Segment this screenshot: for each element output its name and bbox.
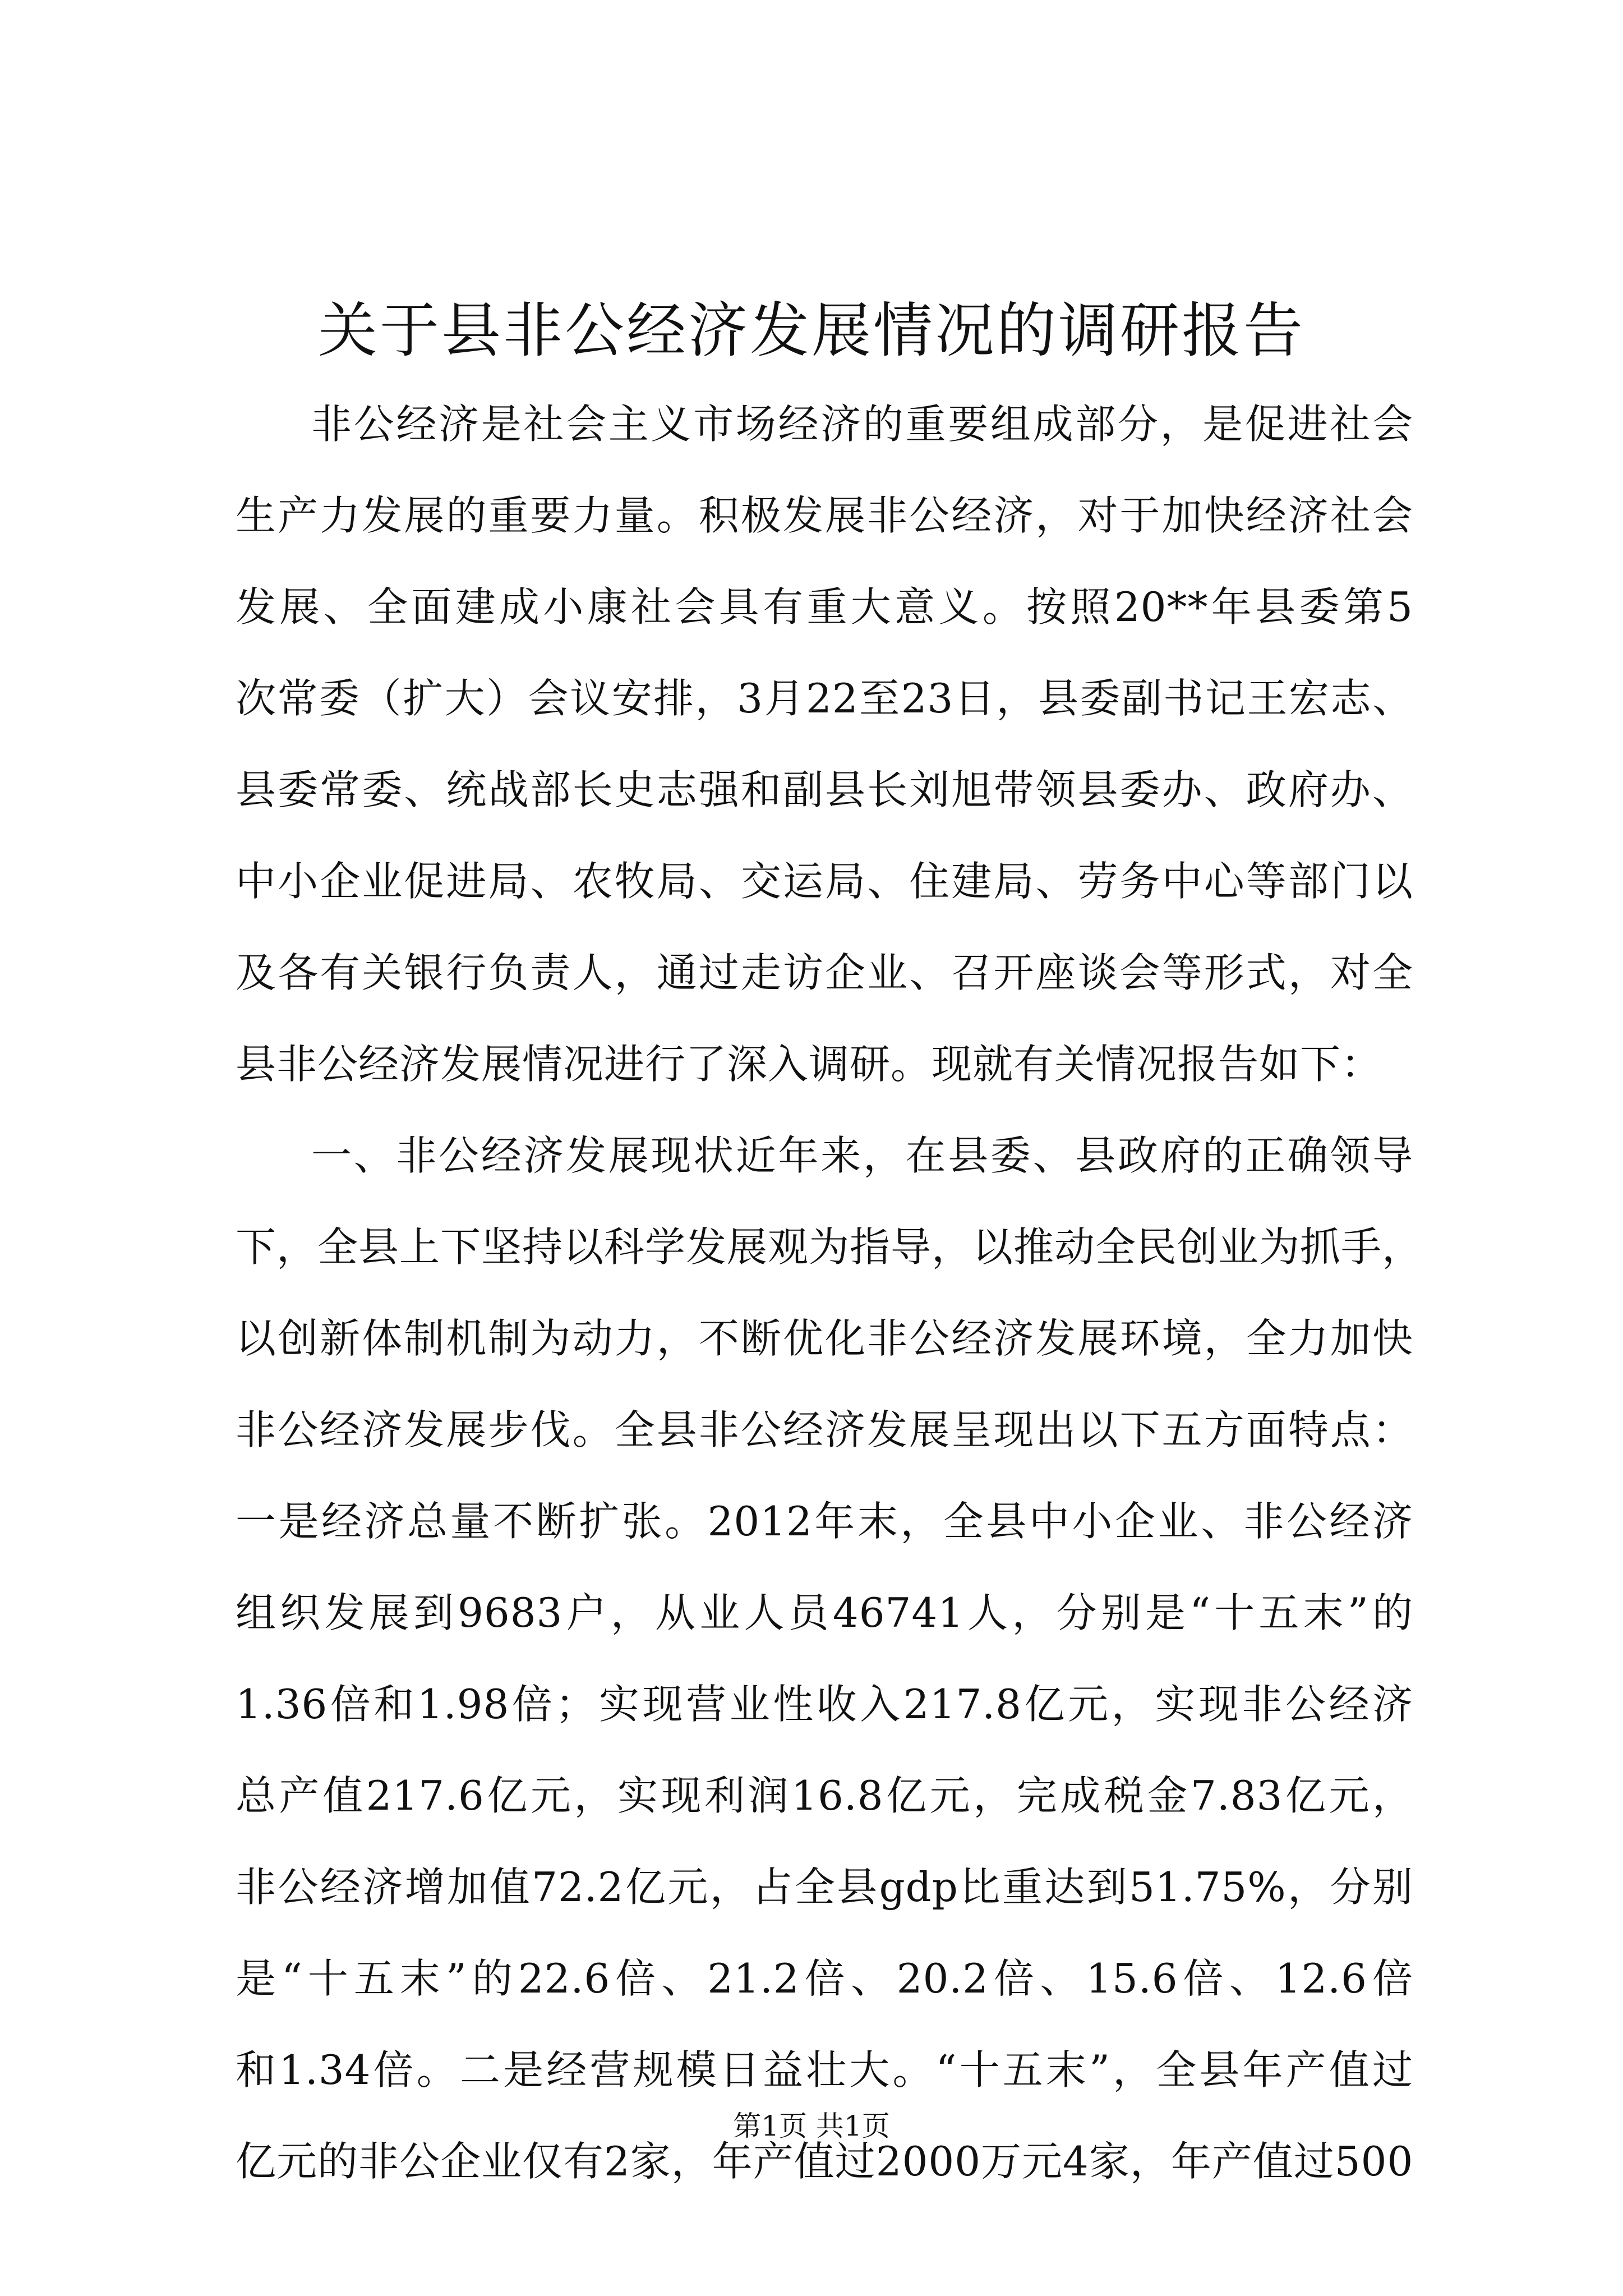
paragraph-2-line-8: 总产值217.6亿元，实现利润16.8亿元，完成税金7.83亿元， — [236, 1772, 1413, 1819]
page-footer: 第1页 共1页 — [733, 2110, 890, 2142]
paragraph-1-line-1: 非公经济是社会主义市场经济的重要组成部分，是促进社会 — [311, 401, 1413, 448]
paragraph-2-line-2: 下，全县上下坚持以科学发展观为指导，以推动全民创业为抓手， — [236, 1223, 1423, 1271]
paragraph-1-line-6: 中小企业促进局、农牧局、交运局、住建局、劳务中心等部门以 — [236, 858, 1413, 905]
paragraph-1-line-5: 县委常委、统战部长史志强和副县长刘旭带领县委办、政府办、 — [236, 766, 1413, 813]
paragraph-2-line-9: 非公经济增加值72.2亿元，占全县gdp比重达到51.75%，分别 — [236, 1864, 1413, 1911]
paragraph-2-line-5: 一是经济总量不断扩张。2012年末，全县中小企业、非公经济 — [236, 1498, 1413, 1545]
paragraph-2-line-7: 1.36倍和1.98倍；实现营业性收入217.8亿元，实现非公经济 — [236, 1681, 1413, 1728]
paragraph-2-line-10: 是“十五末”的22.6倍、21.2倍、20.2倍、15.6倍、12.6倍 — [236, 1955, 1413, 2002]
paragraph-2-line-1: 一、非公经济发展现状近年来，在县委、县政府的正确领导 — [311, 1132, 1413, 1179]
paragraph-2-line-4: 非公经济发展步伐。全县非公经济发展呈现出以下五方面特点： — [236, 1406, 1413, 1453]
paragraph-1-line-2: 生产力发展的重要力量。积极发展非公经济，对于加快经济社会 — [236, 492, 1413, 539]
paragraph-2-line-3: 以创新体制机制为动力，不断优化非公经济发展环境，全力加快 — [236, 1315, 1413, 1362]
paragraph-1-line-3: 发展、全面建成小康社会具有重大意义。按照20**年县委第5 — [236, 583, 1413, 631]
paragraph-1-line-8: 县非公经济发展情况进行了深入调研。现就有关情况报告如下： — [236, 1041, 1382, 1088]
paragraph-2-line-12: 亿元的非公企业仅有2家，年产值过2000万元4家，年产值过500 — [236, 2138, 1414, 2185]
paragraph-2-line-11: 和1.34倍。二是经营规模日益壮大。“十五末”，全县年产值过 — [236, 2046, 1413, 2093]
paragraph-1-line-4: 次常委（扩大）会议安排，3月22至23日，县委副书记王宏志、 — [236, 675, 1413, 722]
paragraph-1-line-7: 及各有关银行负责人，通过走访企业、召开座谈会等形式，对全 — [236, 949, 1413, 996]
paragraph-2-line-6: 组织发展到9683户，从业人员46741人，分别是“十五末”的 — [236, 1589, 1413, 1636]
document-body — [236, 379, 1423, 2207]
document-title: 关于县非公经济发展情况的调研报告 — [318, 296, 1305, 365]
